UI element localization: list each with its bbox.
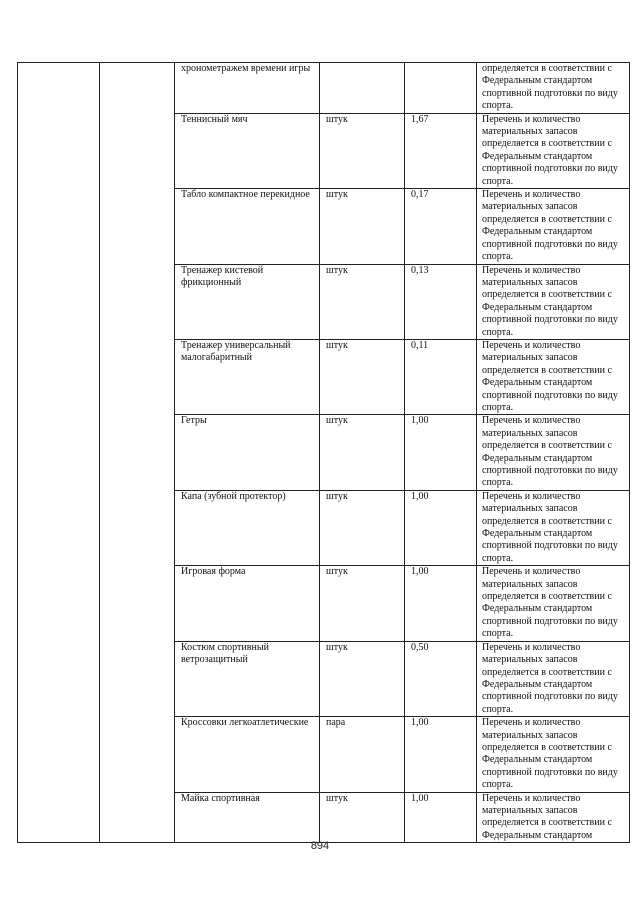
item-note: Перечень и количество материальных запасов определяется в соответствии с Федеральным стандартом спортивной подготовки по виду спорта. xyxy=(477,113,630,188)
item-unit: штук xyxy=(320,339,405,414)
item-quantity: 0,11 xyxy=(405,339,477,414)
item-name: Тренажер универсальный малогабаритный xyxy=(175,339,320,414)
item-note: Перечень и количество материальных запасов определяется в соответствии с Федеральным стандартом xyxy=(477,792,630,843)
item-name: хронометражем времени игры xyxy=(175,63,320,114)
item-quantity: 1,00 xyxy=(405,717,477,792)
item-note: Перечень и количество материальных запасов определяется в соответствии с Федеральным стандартом спортивной подготовки по виду спорта. xyxy=(477,490,630,565)
item-quantity: 1,00 xyxy=(405,490,477,565)
item-note: Перечень и количество материальных запасов определяется в соответствии с Федеральным стандартом спортивной подготовки по виду спорта. xyxy=(477,189,630,264)
item-note: Перечень и количество материальных запасов определяется в соответствии с Федеральным стандартом спортивной подготовки по виду спорта. xyxy=(477,264,630,339)
merged-column-2 xyxy=(100,63,175,843)
item-note: Перечень и количество материальных запасов определяется в соответствии с Федеральным стандартом спортивной подготовки по виду спорта. xyxy=(477,717,630,792)
item-quantity: 1,00 xyxy=(405,792,477,843)
page-number: 894 xyxy=(310,840,330,852)
materials-table xyxy=(17,62,630,843)
merged-column-1 xyxy=(18,63,100,843)
item-unit: штук xyxy=(320,189,405,264)
item-quantity: 1,67 xyxy=(405,113,477,188)
item-note: Перечень и количество материальных запасов определяется в соответствии с Федеральным стандартом спортивной подготовки по виду спорта. xyxy=(477,566,630,641)
item-name: Гетры xyxy=(175,415,320,490)
item-note: Перечень и количество материальных запасов определяется в соответствии с Федеральным стандартом спортивной подготовки по виду спорта. xyxy=(477,641,630,716)
item-name: Костюм спортивный ветрозащитный xyxy=(175,641,320,716)
item-quantity: 1,00 xyxy=(405,566,477,641)
item-unit: штук xyxy=(320,264,405,339)
item-unit: штук xyxy=(320,792,405,843)
item-name: Тренажер кистевой фрикционный xyxy=(175,264,320,339)
item-unit: штук xyxy=(320,641,405,716)
item-quantity: 1,00 xyxy=(405,415,477,490)
item-unit xyxy=(320,63,405,114)
item-unit: пара xyxy=(320,717,405,792)
item-name: Игровая форма xyxy=(175,566,320,641)
item-note: Перечень и количество материальных запасов определяется в соответствии с Федеральным стандартом спортивной подготовки по виду спорта. xyxy=(477,339,630,414)
item-quantity: 0,50 xyxy=(405,641,477,716)
item-name: Теннисный мяч xyxy=(175,113,320,188)
item-quantity: 0,17 xyxy=(405,189,477,264)
table-row xyxy=(18,63,630,114)
item-name: Капа (зубной протектор) xyxy=(175,490,320,565)
item-quantity xyxy=(405,63,477,114)
item-note: Перечень и количество материальных запасов определяется в соответствии с Федеральным стандартом спортивной подготовки по виду спорта. xyxy=(477,415,630,490)
item-name: Майка спортивная xyxy=(175,792,320,843)
item-unit: штук xyxy=(320,113,405,188)
item-unit: штук xyxy=(320,490,405,565)
item-name: Табло компактное перекидное xyxy=(175,189,320,264)
item-name: Кроссовки легкоатлетические xyxy=(175,717,320,792)
item-quantity: 0,13 xyxy=(405,264,477,339)
item-unit: штук xyxy=(320,566,405,641)
item-unit: штук xyxy=(320,415,405,490)
item-note: определяется в соответствии с Федеральным стандартом спортивной подготовки по виду спорта. xyxy=(477,63,630,114)
